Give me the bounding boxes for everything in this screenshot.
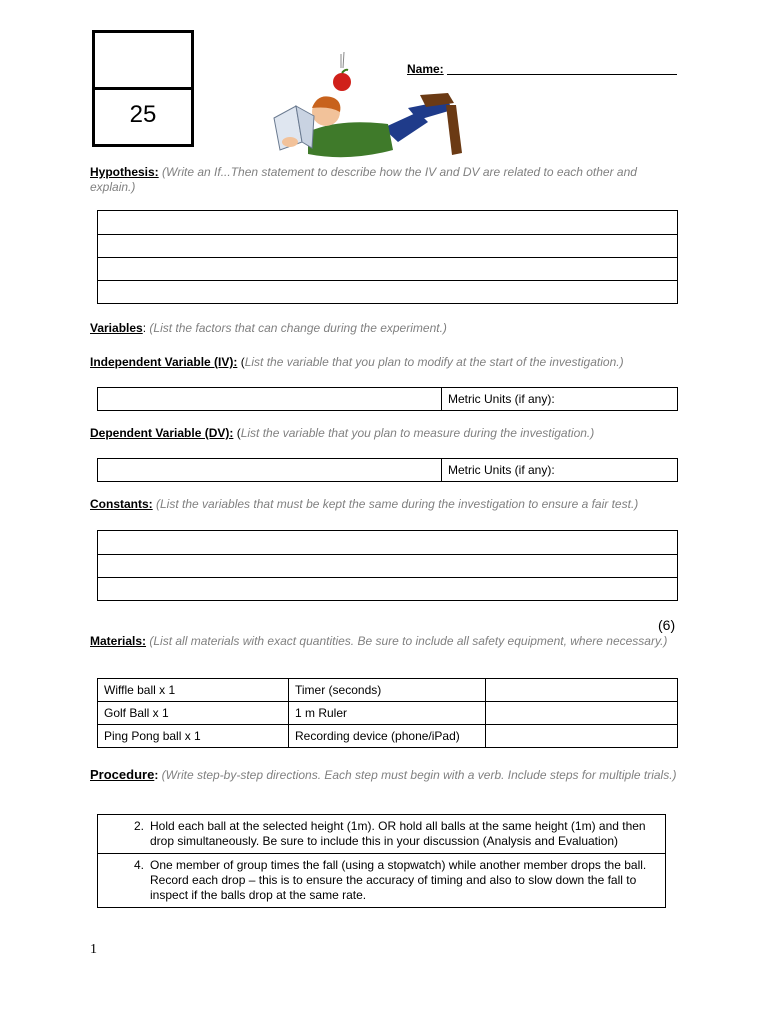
score-box xyxy=(92,30,194,147)
dv-table xyxy=(97,458,678,482)
materials-prompt xyxy=(90,634,680,649)
procedure-prompt xyxy=(90,767,680,783)
materials-cell[interactable]: Wiffle ball x 1 xyxy=(98,679,289,702)
procedure-step[interactable] xyxy=(98,815,666,854)
procedure-table xyxy=(97,814,666,908)
procedure-step-number: 4. xyxy=(133,858,144,872)
dv-answer-cell[interactable] xyxy=(98,459,442,482)
name-label: Name: xyxy=(407,62,444,76)
materials-hint: (List all materials with exact quantities. Be sure to include all safety equipment, where necessary.) xyxy=(149,634,668,648)
constants-line[interactable] xyxy=(98,555,677,578)
iv-units-cell[interactable] xyxy=(442,388,678,411)
procedure-separator: : xyxy=(154,768,159,782)
name-field[interactable] xyxy=(447,74,677,75)
constants-prompt xyxy=(90,497,680,512)
variables-prompt xyxy=(90,321,680,336)
hypothesis-line[interactable] xyxy=(98,211,677,235)
page-number: 1 xyxy=(90,942,97,957)
materials-cell[interactable] xyxy=(486,725,678,748)
procedure-step[interactable] xyxy=(98,854,666,908)
hypothesis-line[interactable] xyxy=(98,258,677,281)
table-row xyxy=(98,815,666,854)
variables-heading: Variables xyxy=(90,321,143,335)
table-row xyxy=(98,725,678,748)
hypothesis-answer-box xyxy=(97,210,678,304)
score-value: 25 xyxy=(129,101,157,128)
table-row xyxy=(98,854,666,908)
table-row xyxy=(98,702,678,725)
materials-cell[interactable]: Timer (seconds) xyxy=(289,679,486,702)
hypothesis-heading: Hypothesis: xyxy=(90,165,159,179)
constants-heading: Constants: xyxy=(90,497,153,511)
dv-heading: Dependent Variable (DV): xyxy=(90,426,234,440)
dv-prompt xyxy=(90,426,680,441)
dv-open-paren: ( xyxy=(236,426,241,440)
procedure-step-text: Hold each ball at the selected height (1m). OR hold all balls at the same height (1m) and then drop simultaneously. Be sure to include this in your discussion (Analysis and Evaluation) xyxy=(150,819,646,848)
materials-cell[interactable]: Golf Ball x 1 xyxy=(98,702,289,725)
hypothesis-prompt xyxy=(90,165,680,195)
procedure-heading: Procedure xyxy=(90,767,155,782)
constants-hint: (List the variables that must be kept the same during the investigation to ensure a fair test.) xyxy=(156,497,639,511)
variables-separator: : xyxy=(142,321,147,335)
materials-cell[interactable] xyxy=(486,679,678,702)
iv-units-label: Metric Units (if any): xyxy=(448,392,555,406)
variables-hint: (List the factors that can change during the experiment.) xyxy=(149,321,447,335)
materials-cell[interactable] xyxy=(486,702,678,725)
iv-answer-cell[interactable] xyxy=(98,388,442,411)
procedure-step-number: 2. xyxy=(133,819,144,833)
hypothesis-line[interactable] xyxy=(98,235,677,258)
iv-heading: Independent Variable (IV): xyxy=(90,355,238,369)
constants-line[interactable] xyxy=(98,578,677,600)
hypothesis-hint: (Write an If...Then statement to describe how the IV and DV are related to each other and explain.) xyxy=(90,165,637,194)
materials-cell[interactable]: 1 m Ruler xyxy=(289,702,486,725)
procedure-step-text: One member of group times the fall (using a stopwatch) while another member drops the ball. Record each drop – this is to ensure the accuracy of timing and also to slow down the fall to inspect if the balls drop at the same rate. xyxy=(150,858,647,902)
materials-table xyxy=(97,678,678,748)
materials-cell[interactable]: Ping Pong ball x 1 xyxy=(98,725,289,748)
hypothesis-line[interactable] xyxy=(98,281,677,303)
dv-units-label: Metric Units (if any): xyxy=(448,463,555,477)
materials-heading: Materials: xyxy=(90,634,147,648)
materials-cell[interactable]: Recording device (phone/iPad) xyxy=(289,725,486,748)
iv-hint: List the variable that you plan to modify at the start of the investigation.) xyxy=(244,355,624,369)
score-blank-cell[interactable] xyxy=(95,33,191,90)
iv-open-paren: ( xyxy=(240,355,245,369)
points-value: (6) xyxy=(658,617,676,633)
constants-line[interactable] xyxy=(98,531,677,555)
dv-units-cell[interactable] xyxy=(442,459,678,482)
table-row xyxy=(98,679,678,702)
dv-hint: List the variable that you plan to measure during the investigation.) xyxy=(240,426,595,440)
procedure-hint: (Write step-by-step directions. Each step must begin with a verb. Include steps for multiple trials.) xyxy=(161,768,677,782)
constants-answer-box xyxy=(97,530,678,601)
iv-prompt xyxy=(90,355,680,370)
iv-table xyxy=(97,387,678,411)
